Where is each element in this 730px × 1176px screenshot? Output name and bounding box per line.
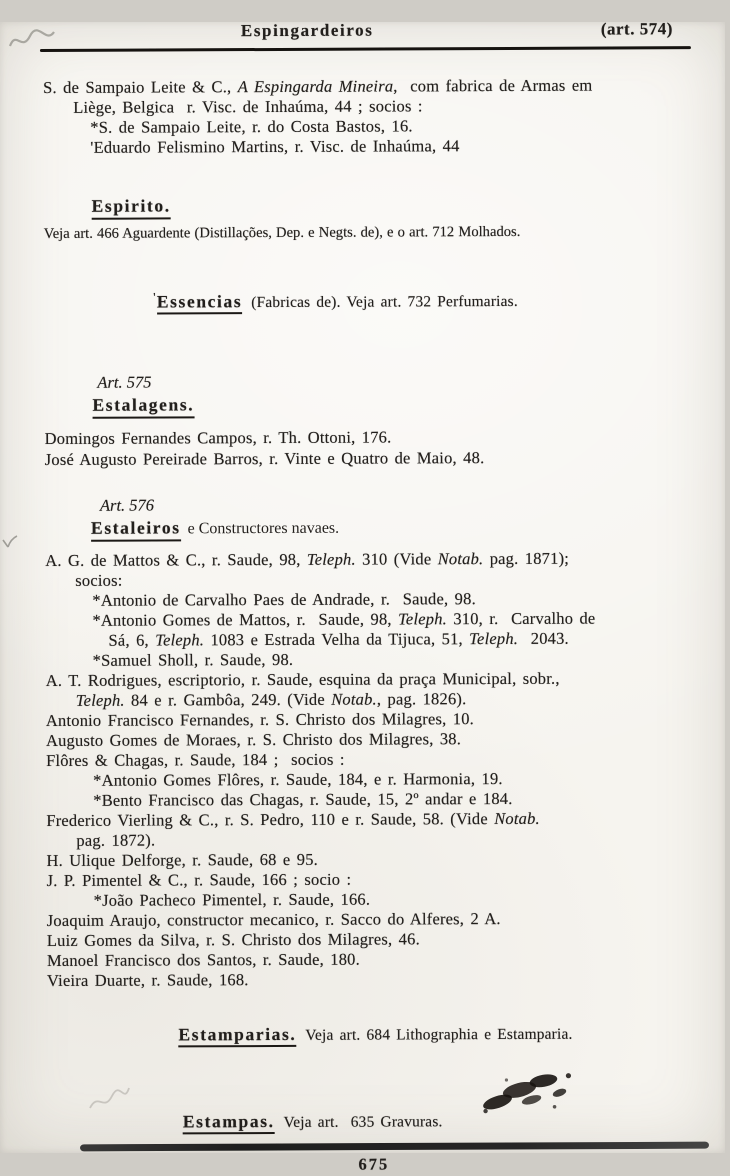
section-heading [92,392,696,419]
page-number: 675 [358,1154,390,1174]
entry-line: Frederico Vierling & C., r. S. Pedro, 110 e r. Saude, 58. (Vide Notab. [46,808,540,830]
article-ref: (art. 574) [600,19,673,39]
section-estalagens [44,370,696,470]
section-heading [92,193,696,220]
partner-line: *S. de Sampaio Leite, r. do Costa Bastos, 16. [90,116,413,137]
heading-text: Estampas. [183,1111,275,1134]
partner-line: *Antonio Gomes de Mattos, r. Saude, 98, Teleph. 310, r. Carvalho de [92,608,596,630]
article-number: Art. 575 [97,372,152,392]
crossref-line [90,265,696,335]
section-heading [91,515,697,542]
continuation-line: Liège, Belgica r. Visc. de Inhaúma, 44 ; socios : [73,96,423,117]
header-rule [40,46,691,52]
section-estaleiros [45,493,699,991]
partner-line: 'Eduardo Felismino Martins, r. Visc. de Inhaúma, 44 [90,136,460,157]
print-artifact-tick: ' [153,289,156,305]
heading-text: Espirito. [92,195,171,219]
section-espirito [44,193,696,244]
heading-text: Estalagens. [92,394,194,418]
heading-text: Estaleiros [91,517,181,541]
crossref-text: Veja art. 684 Lithographia e Estamparia. [305,1025,573,1044]
partner-line: *Antonio Gomes Flôres, r. Saude, 184, e r. Harmonia, 19. [93,768,503,790]
entry-line: Joaquim Araujo, constructor mecanico, r. Sacco do Alferes, 2 A. [46,908,501,930]
entry-line: José Augusto Pereirade Barros, r. Vinte e Quatro de Maio, 48. [44,448,485,469]
entry-line: Manoel Francisco dos Santos, r. Saude, 180. [46,949,360,970]
partner-line: *Antonio de Carvalho Paes de Andrade, r. Saude, 98. [92,589,476,610]
ink-smudge [471,1066,581,1118]
continuation-line: Teleph. 84 e r. Gambôa, 249. (Vide Notab., pag. 1826). [75,689,467,710]
continuation-line: Sá, 6, Teleph. 1083 e Estrada Velha da Tijuca, 51, Teleph. 2043. [108,628,569,650]
entry-line: J. P. Pimentel & C., r. Saude, 166 ; socio : [46,869,352,890]
heading-text: Essencias [157,291,242,314]
crossref-estamparias [115,1002,699,1068]
entry-sampaio-leite [43,75,695,158]
scanned-page [0,19,725,1174]
running-title: Espingardeiros [240,20,374,41]
partner-line: *Samuel Sholl, r. Saude, 98. [92,649,294,670]
entry-line: Domingos Fernandes Campos, r. Th. Ottoni, 176. [44,427,392,448]
continuation-line: socios: [75,570,123,590]
partner-line: *Bento Francisco das Chagas, r. Saude, 15, 2º andar e 184. [93,788,513,810]
entry-line: H. Ulique Delforge, r. Saude, 68 e 95. [46,849,319,870]
entry-line: A. G. de Mattos & C., r. Saude, 98, Teleph. 310 (Vide Notab. pag. 1871); [45,548,570,570]
entry-line: Vieira Duarte, r. Saude, 168. [46,970,249,990]
heading-text: Estamparias. [178,1024,296,1048]
continuation-line: pag. 1872). [76,830,156,850]
entry-line: Luiz Gomes da Silva, r. S. Christo dos Milagres, 46. [46,929,420,950]
section-essencias [44,265,696,335]
entry-line: S. de Sampaio Leite & C., A Espingarda Mineira, com fabrica de Armas em [43,75,593,97]
entry-line: Augusto Gomes de Moraes, r. S. Christo dos Milagres, 38. [45,729,462,750]
article-number: Art. 576 [99,495,155,515]
entry-line: Antonio Francisco Fernandes, r. S. Christo dos Milagres, 10. [45,709,475,730]
partner-line: *João Pacheco Pimentel, r. Saude, 166. [93,889,371,910]
entry-line: A. T. Rodrigues, escriptorio, r. Saude, esquina da praça Municipal, sobr., [45,668,560,690]
page-header [0,19,725,44]
crossref-text: Veja art. 635 Gravuras. [283,1113,443,1131]
section-note: Veja art. 466 Aguardente (Distillações, Dep. e Negts. de), e o art. 712 Molhados. [43,223,521,242]
crossref-line [115,1002,699,1068]
page-body [0,75,730,1176]
page-content [0,19,730,1176]
heading-subtitle: e Constructores navaes. [187,519,340,538]
entry-line: Flôres & Chagas, r. Saude, 184 ; socios : [46,749,345,770]
crossref-text: (Fabricas de). Veja art. 732 Perfumarias. [251,292,518,312]
